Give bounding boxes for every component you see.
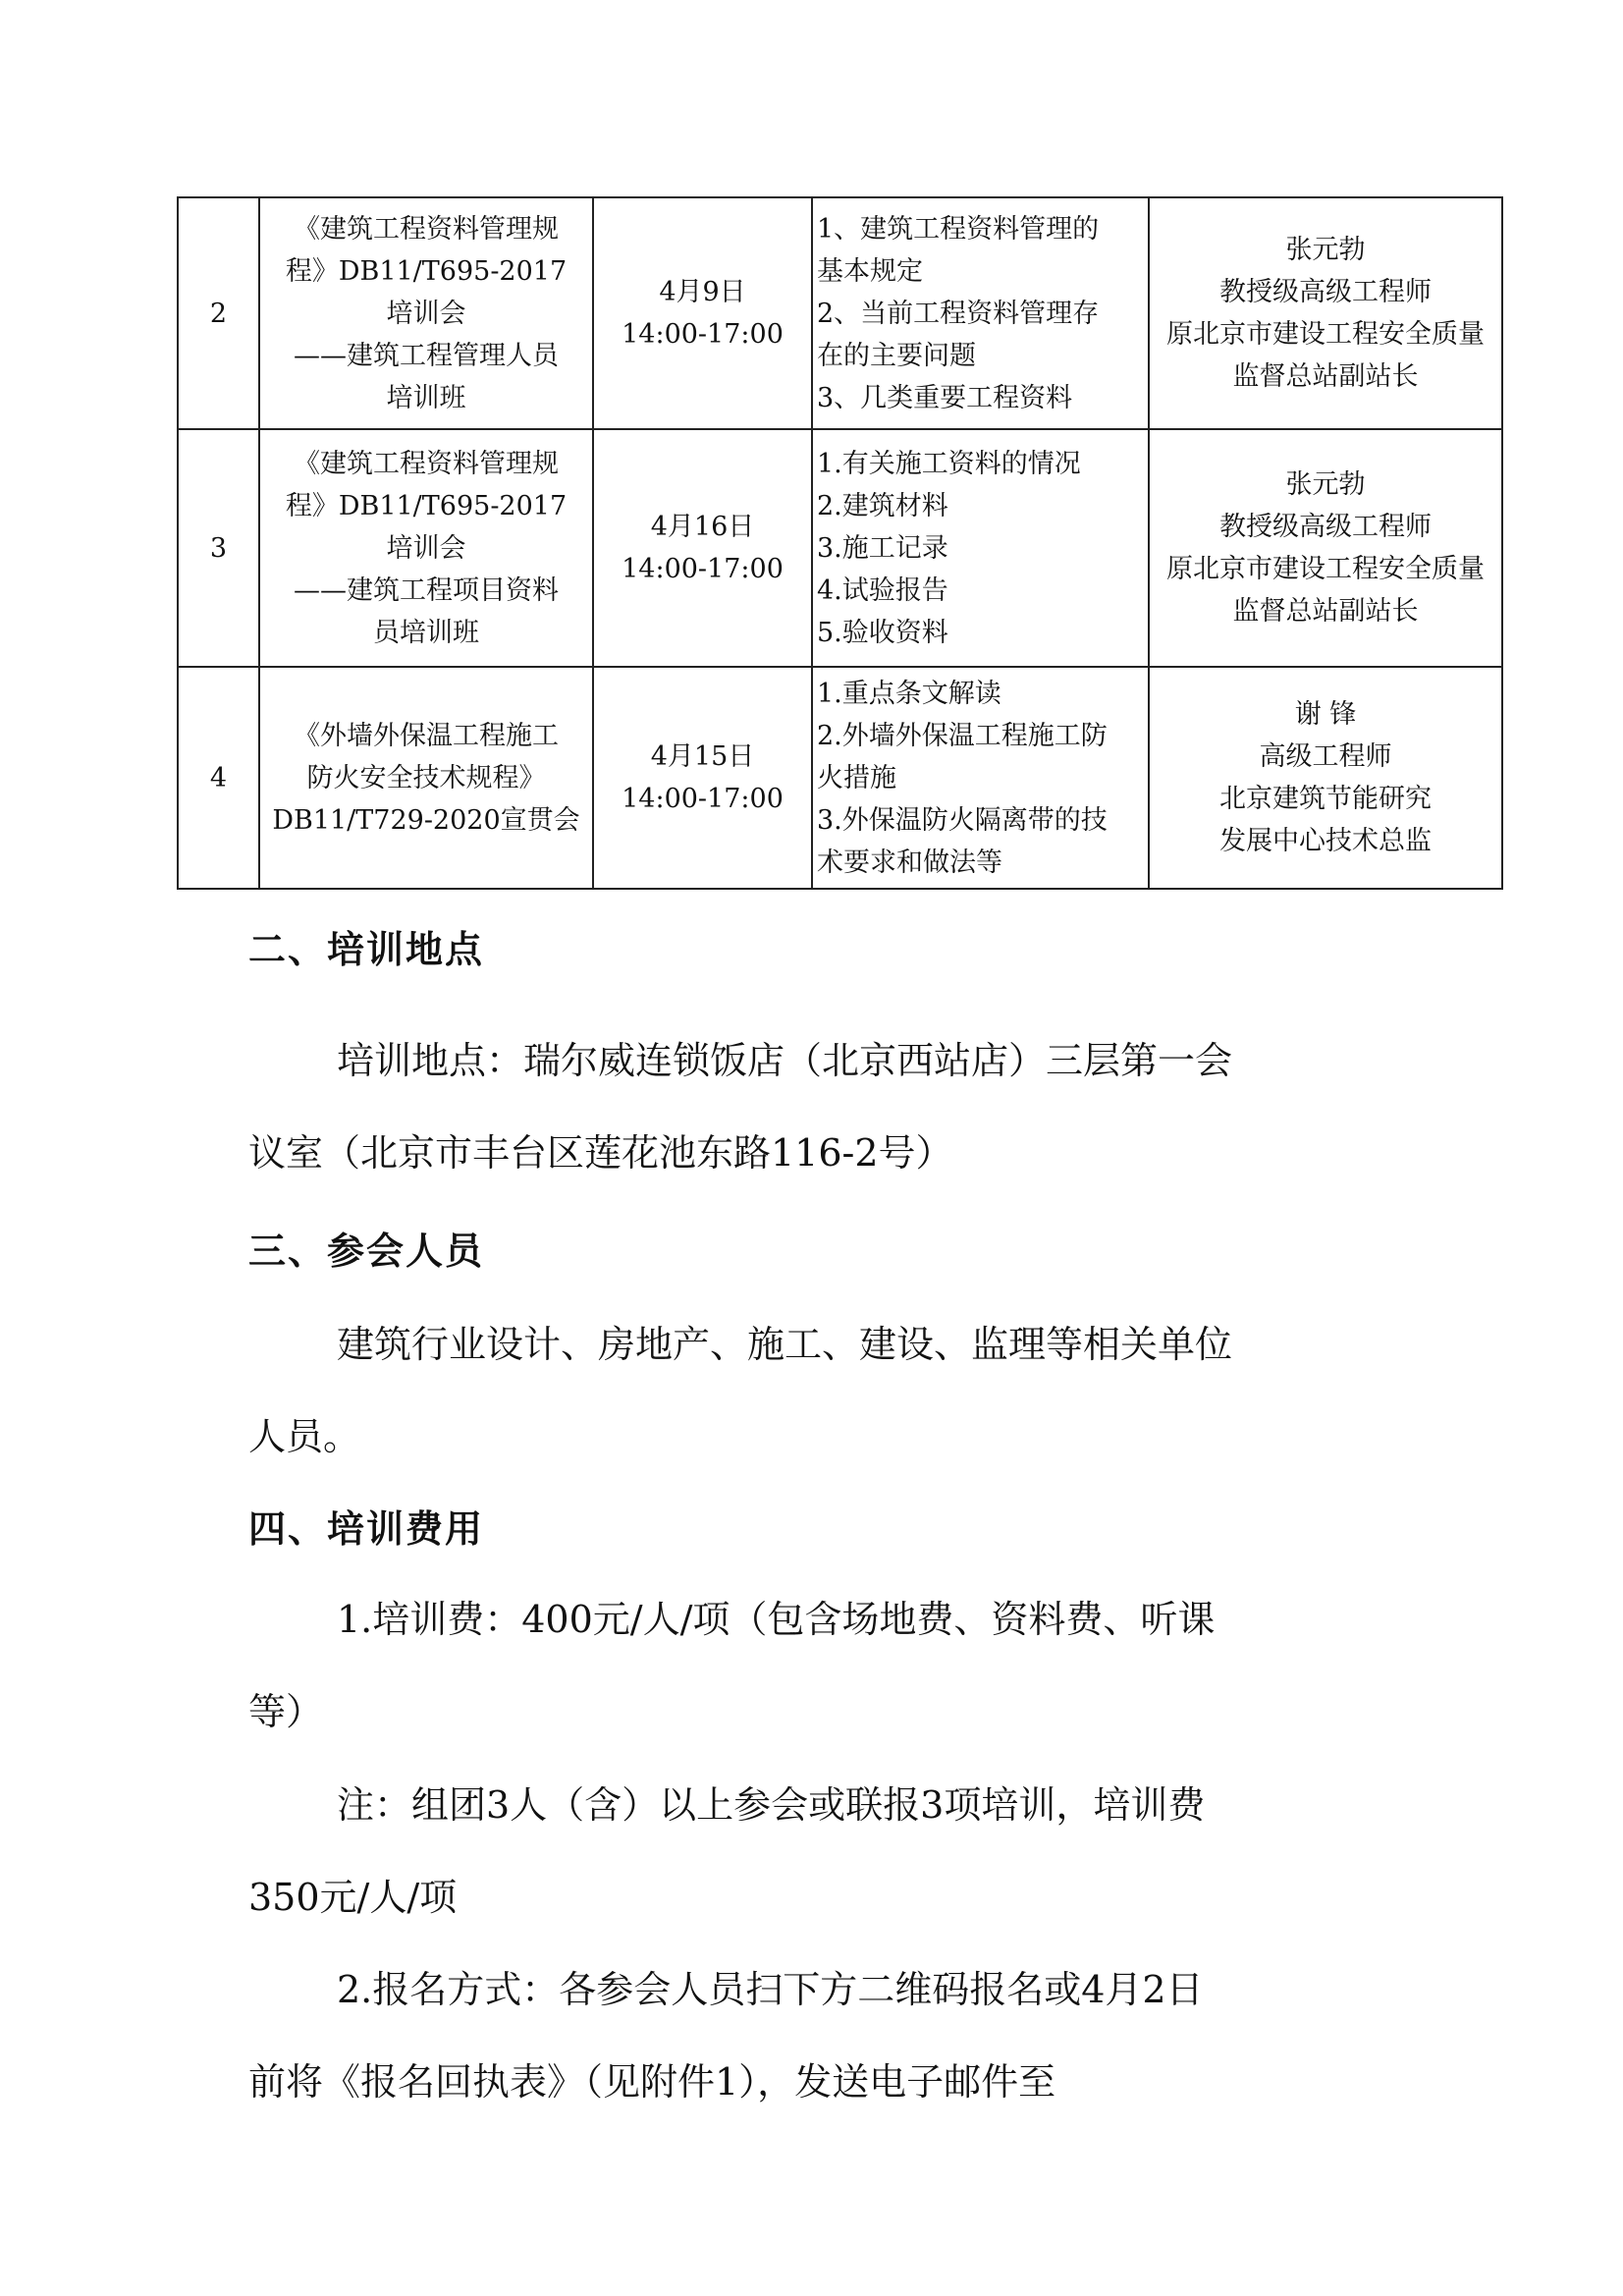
schedule-time-cell: 4月16日 14:00-17:00: [593, 429, 812, 667]
location-paragraph: 培训地点：瑞尔威连锁饭店（北京西站店）三层第一会 议室（北京市丰台区莲花池东路116-2号）: [248, 1039, 1233, 1175]
lecturer-cell: 张元勃 教授级高级工程师 原北京市建设工程安全质量 监督总站副站长: [1149, 197, 1502, 429]
section-heading-location: 二、培训地点: [248, 927, 485, 971]
row-number-cell: 3: [178, 429, 259, 667]
table-row: [178, 197, 1502, 429]
lecturer-cell: 谢 锋 高级工程师 北京建筑节能研究 发展中心技术总监: [1149, 667, 1502, 889]
lecturer-cell: 张元勃 教授级高级工程师 原北京市建设工程安全质量 监督总站副站长: [1149, 429, 1502, 667]
course-name-cell: 《外墙外保温工程施工 防火安全技术规程》 DB11/T729-2020宣贯会: [259, 667, 593, 889]
course-content-cell: 1.有关施工资料的情况 2.建筑材料 3.施工记录 4.试验报告 5.验收资料: [812, 429, 1149, 667]
section-heading-attendees: 三、参会人员: [248, 1229, 485, 1273]
row-number-cell: 2: [178, 197, 259, 429]
schedule-table: [177, 196, 1503, 890]
course-name-cell: 《建筑工程资料管理规 程》DB11/T695-2017 培训会 ——建筑工程项目资料 员培训班: [259, 429, 593, 667]
fee-paragraph: 1.培训费：400元/人/项（包含场地费、资料费、听课 等）: [248, 1598, 1216, 1733]
discount-note-paragraph: 注：组团3人（含）以上参会或联报3项培训，培训费 350元/人/项: [248, 1783, 1206, 1919]
section-heading-fees: 四、培训费用: [248, 1506, 485, 1551]
attendees-paragraph: 建筑行业设计、房地产、施工、建设、监理等相关单位 人员。: [248, 1323, 1233, 1458]
schedule-time-cell: 4月9日 14:00-17:00: [593, 197, 812, 429]
course-content-cell: 1.重点条文解读 2.外墙外保温工程施工防 火措施 3.外保温防火隔离带的技 术要求和做法等: [812, 667, 1149, 889]
registration-paragraph: 2.报名方式：各参会人员扫下方二维码报名或4月2日 前将《报名回执表》（见附件1），发送电子邮件至: [248, 1968, 1204, 2104]
course-content-cell: 1、建筑工程资料管理的 基本规定 2、当前工程资料管理存 在的主要问题 3、几类重要工程资料: [812, 197, 1149, 429]
row-number-cell: 4: [178, 667, 259, 889]
table-row: [178, 429, 1502, 667]
course-name-cell: 《建筑工程资料管理规 程》DB11/T695-2017 培训会 ——建筑工程管理人员 培训班: [259, 197, 593, 429]
table-row: [178, 667, 1502, 889]
schedule-time-cell: 4月15日 14:00-17:00: [593, 667, 812, 889]
